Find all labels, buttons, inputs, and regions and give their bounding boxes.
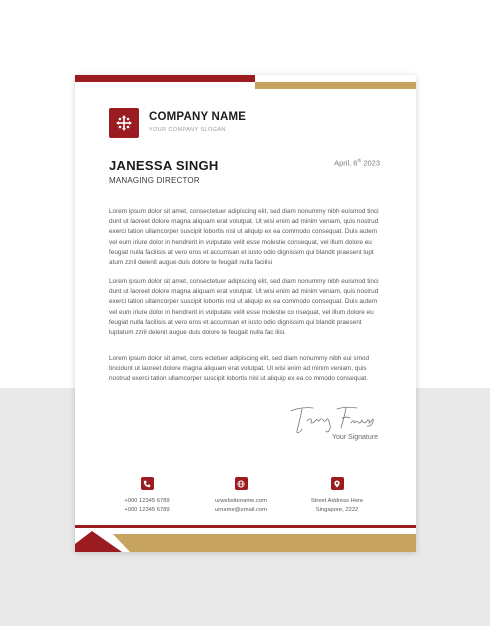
letter-date bbox=[334, 158, 380, 168]
signature-label: Your Signature bbox=[331, 434, 378, 441]
handwritten-signature bbox=[287, 403, 379, 437]
email-line: urname@email.com bbox=[215, 506, 267, 513]
location-pin-icon bbox=[331, 477, 344, 490]
company-slogan: YOUR COMPANY SLOGAN bbox=[149, 127, 226, 133]
website-line: urwebsitename.com bbox=[215, 498, 267, 504]
company-logo-icon bbox=[109, 108, 139, 138]
body-paragraph-2: Lorem ipsum dolor sit amet, consectetuer adipiscing elit, sed diam nonummy nibh euismod tinci dunt ut laoreet dolore magna aliquam erat volutpat. Ut wisi enim ad minim veniam, quis nostrud exerci tation ullamcorper suscipit lobortis nisl ut aliquip ex ea commodo consequat. Duis autem vel eum iriure dolor in hendrerit in vulputate velit esse molestie co nsequat, vel illum dolore eu feugiat nulla facilisis at vero eros et accumsan et iusto odio dignissim qui blandit praesent luptatum zzril delenit augue duis dolore te feugait nulla fac ilisi. bbox=[109, 278, 379, 337]
top-red-bar bbox=[75, 75, 255, 82]
contact-phone bbox=[97, 477, 197, 514]
address-line-2: Singapore, 2222 bbox=[315, 506, 359, 513]
phone-line-2: +000 12345 6789 bbox=[124, 506, 170, 513]
company-name: COMPANY NAME bbox=[149, 111, 247, 123]
sender-name: JANESSA SINGH bbox=[109, 158, 219, 173]
globe-icon bbox=[235, 477, 248, 490]
phone-icon bbox=[141, 477, 154, 490]
address-line-1: Street Address Here bbox=[310, 498, 364, 504]
body-paragraph-3: Lorem ipsum dolor sit amet, cons ectetuer adipiscing elit, sed diam nonummy nibh eui smod tincidunt ut laoreet dolore magna aliquam erat volutpat. Ut wisi enim ad minim veniam, quis nostrud exerci tation ullamcorper suscipit lobortis nisl ut aliquip ex ea co mmodo consequat. bbox=[109, 355, 370, 383]
date-year: 2023 bbox=[363, 158, 380, 168]
letterhead-page bbox=[75, 75, 416, 552]
top-gold-bar bbox=[255, 82, 416, 89]
phone-line-1: +000 12345 6789 bbox=[124, 498, 170, 504]
sender-title: MANAGING DIRECTOR bbox=[109, 176, 200, 185]
footer-red-line bbox=[75, 525, 416, 528]
contact-address bbox=[287, 477, 387, 514]
date-suffix: th bbox=[357, 158, 362, 163]
footer-gold-band bbox=[113, 534, 416, 552]
footer-decoration bbox=[75, 523, 416, 552]
date-prefix: April, 6 bbox=[334, 158, 358, 168]
body-paragraph-1: Lorem ipsum dolor sit amet, consectetuer adipiscing elit, sed diam nonummy nibh euismod tinci dunt ut laoreet dolore magna aliquam erat volutpat. Ut wisi enim ad minim veniam, quis nostrud exerci tation ullamcorper suscipit lobortis nisl ut aliquip ex ea commodo consequat. Duis autem vel eum iriure dolor in hendrerit in vulputate velit esse molestie consequat, vel illum dolore eu feugiat nulla facilisis at vero eros et accumsan et iusto odio dignissim qui blandit praesent lupt atum zzril delenit augue duis dolore te feugait nulla facilisi bbox=[109, 208, 379, 267]
contact-web bbox=[191, 477, 291, 514]
